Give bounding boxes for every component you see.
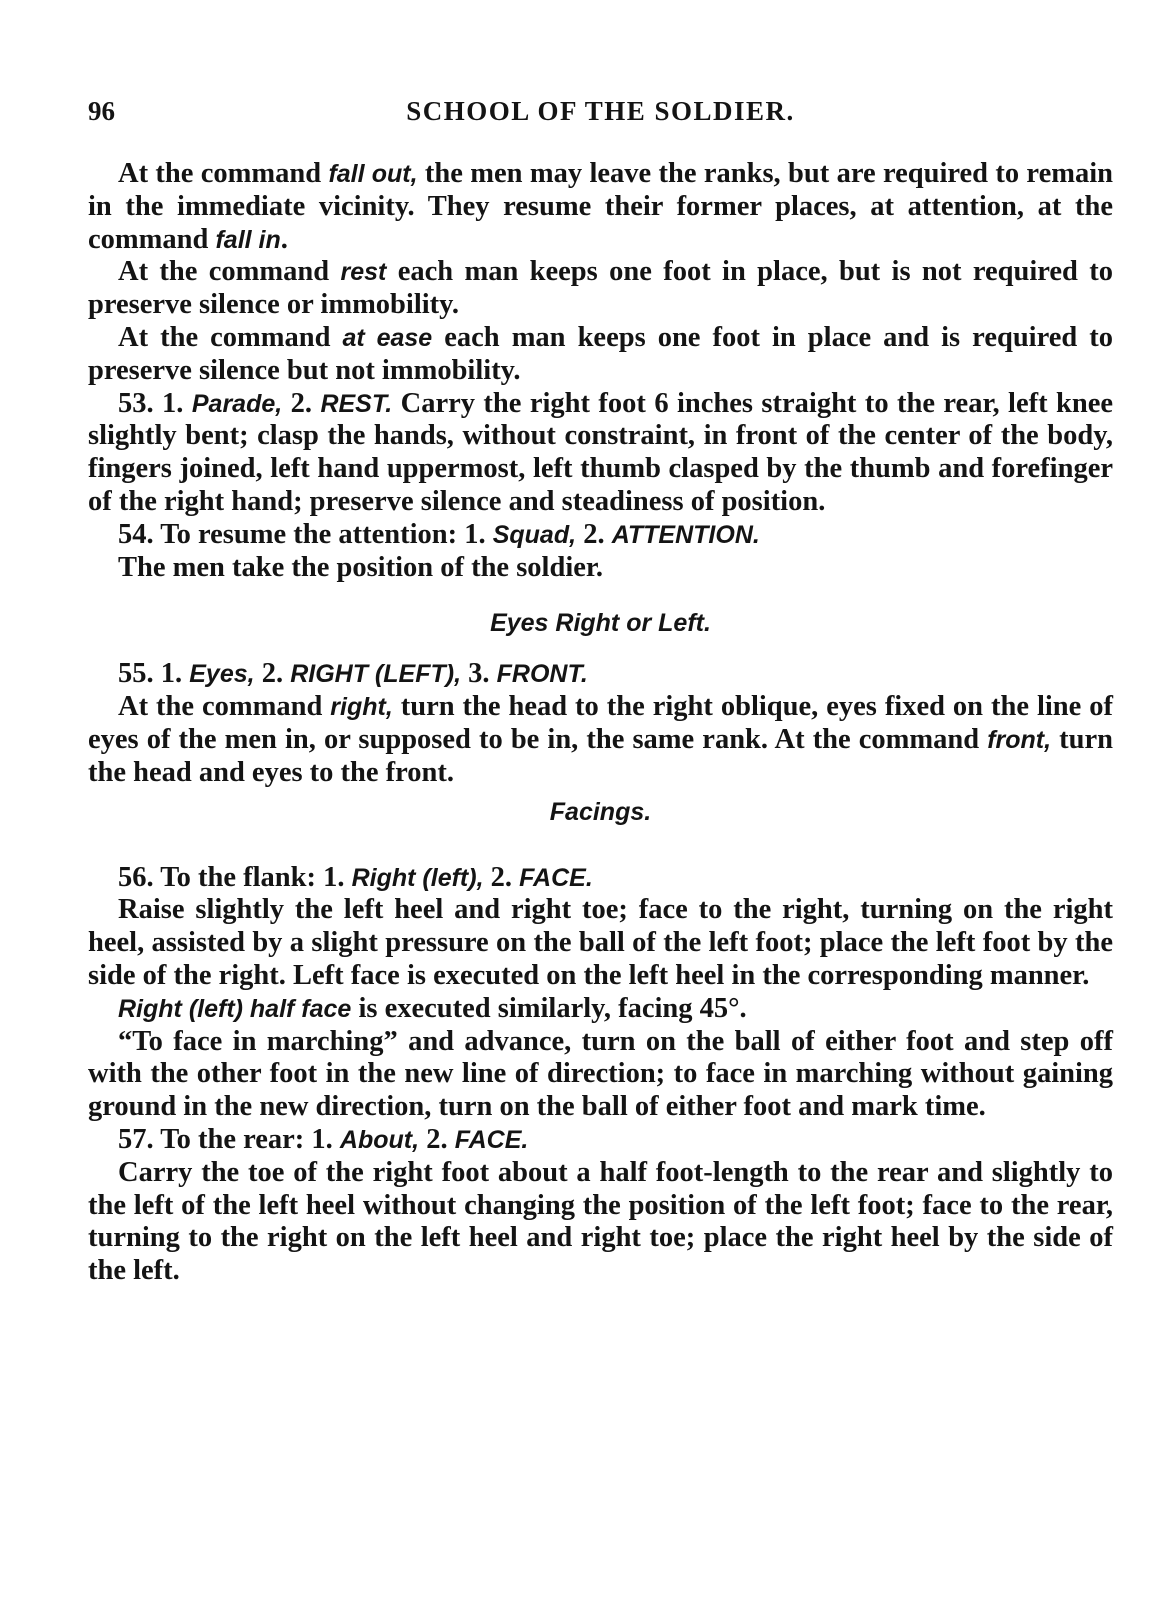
command-italic: fall in: [215, 225, 281, 254]
command-italic: FRONT.: [496, 660, 588, 689]
section-53: [88, 388, 1113, 519]
section-number: 53.: [118, 387, 154, 419]
text: At the command: [118, 158, 329, 189]
section-number: 56.: [118, 861, 154, 893]
command-italic: Right (left),: [351, 863, 484, 892]
text: Carry the right foot 6 inches straight to the rear, left knee slightly bent; clasp the hands, without constraint, in front of the center of the body, fingers joined, left hand uppermost, left thumb clasped by the thumb and forefinger of the right hand; preserve silence and steadiness of position.: [88, 387, 1114, 517]
text: At the command: [118, 321, 343, 353]
text: To the rear: 1.: [153, 1123, 340, 1155]
section-55-body: [88, 691, 1113, 789]
command-italic: About,: [339, 1125, 420, 1154]
section-number: 55.: [118, 658, 154, 690]
heading-facings: Facings.: [549, 797, 652, 826]
body-text: [88, 158, 1113, 1288]
page-header: [88, 96, 1113, 136]
section-number: 54.: [118, 518, 154, 550]
text: 1.: [153, 658, 190, 690]
text: 2.: [419, 1123, 455, 1155]
paragraph-at-ease: [88, 322, 1113, 388]
text: 2.: [282, 387, 321, 419]
section-56: [88, 862, 1113, 895]
text: turn the head to the right oblique, eyes fixed on the line of eyes of the men in, or supposed to be in, the same rank. At the command: [88, 691, 1113, 755]
command-italic: FACE.: [454, 1125, 529, 1154]
command-italic: Right (left) half face: [118, 994, 352, 1023]
text: To resume the attention: 1.: [153, 518, 493, 550]
section-55: [88, 658, 1113, 691]
section-54: [88, 519, 1113, 552]
paragraph-fall-out: [88, 158, 1113, 256]
command-italic: front,: [987, 725, 1052, 754]
text: is executed similarly, facing 45°.: [351, 992, 747, 1024]
command-italic: Squad,: [492, 520, 577, 549]
section-56-body: Raise slightly the left heel and right toe; face to the right, turning on the right heel, assisted by a slight pressure on the ball of the left foot; place the left foot by the side of the right. Left face is executed on the left heel in the corresponding manner.: [88, 894, 1113, 991]
text: 1.: [153, 387, 192, 419]
section-56-marching: “To face in marching” and advance, turn on the ball of either foot and step off with the other foot in the new line of direction; to face in marching without gaining ground in the new direction, turn on the ball of either foot and mark time.: [88, 1025, 1113, 1123]
text: 2.: [576, 518, 612, 550]
text: At the command: [118, 691, 331, 723]
text: To the flank: 1.: [153, 861, 352, 893]
text: .: [280, 223, 288, 255]
command-italic: REST.: [320, 389, 393, 418]
command-italic: Parade,: [191, 389, 283, 418]
paragraph-rest: [88, 256, 1113, 322]
command-italic: fall out,: [328, 160, 418, 188]
text: 2.: [483, 861, 520, 893]
heading-eyes-right-or-left: Eyes Right or Left.: [490, 609, 711, 638]
command-italic: RIGHT (LEFT),: [290, 660, 462, 689]
text: each man keeps one foot in place and is required to preserve silence but not immobility.: [88, 321, 1113, 386]
command-italic: right,: [330, 693, 393, 722]
command-italic: Eyes,: [189, 660, 255, 689]
section-56-half-face: [88, 993, 1113, 1026]
text: 3.: [461, 658, 497, 690]
command-italic: FACE.: [519, 863, 593, 892]
command-italic: at ease: [342, 323, 433, 352]
section-57-body: Carry the toe of the right foot about a half foot-length to the rear and slightly to the left of the left heel without changing the position of the left foot; face to the rear, turning to the right on the left heel and right toe; place the right heel by the side of the left.: [88, 1156, 1113, 1287]
text: 2.: [254, 658, 291, 690]
command-italic: ATTENTION.: [611, 520, 760, 549]
page-number: 96: [88, 96, 115, 126]
section-57: [88, 1124, 1113, 1157]
command-italic: rest: [340, 258, 387, 287]
section-54-body: The men take the position of the soldier.: [118, 551, 604, 583]
section-number: 57.: [118, 1123, 154, 1155]
running-title: SCHOOL OF THE SOLDIER.: [406, 96, 795, 126]
text: each man keeps one foot in place, but is not required to preserve silence or immobility.: [88, 256, 1113, 321]
text: the men may leave the ranks, but are required to remain in the immediate vicinity. They resume their former places, at attention, at the command: [88, 158, 1113, 255]
text: turn the head and eyes to the front.: [88, 723, 1114, 788]
text: At the command: [118, 256, 341, 288]
